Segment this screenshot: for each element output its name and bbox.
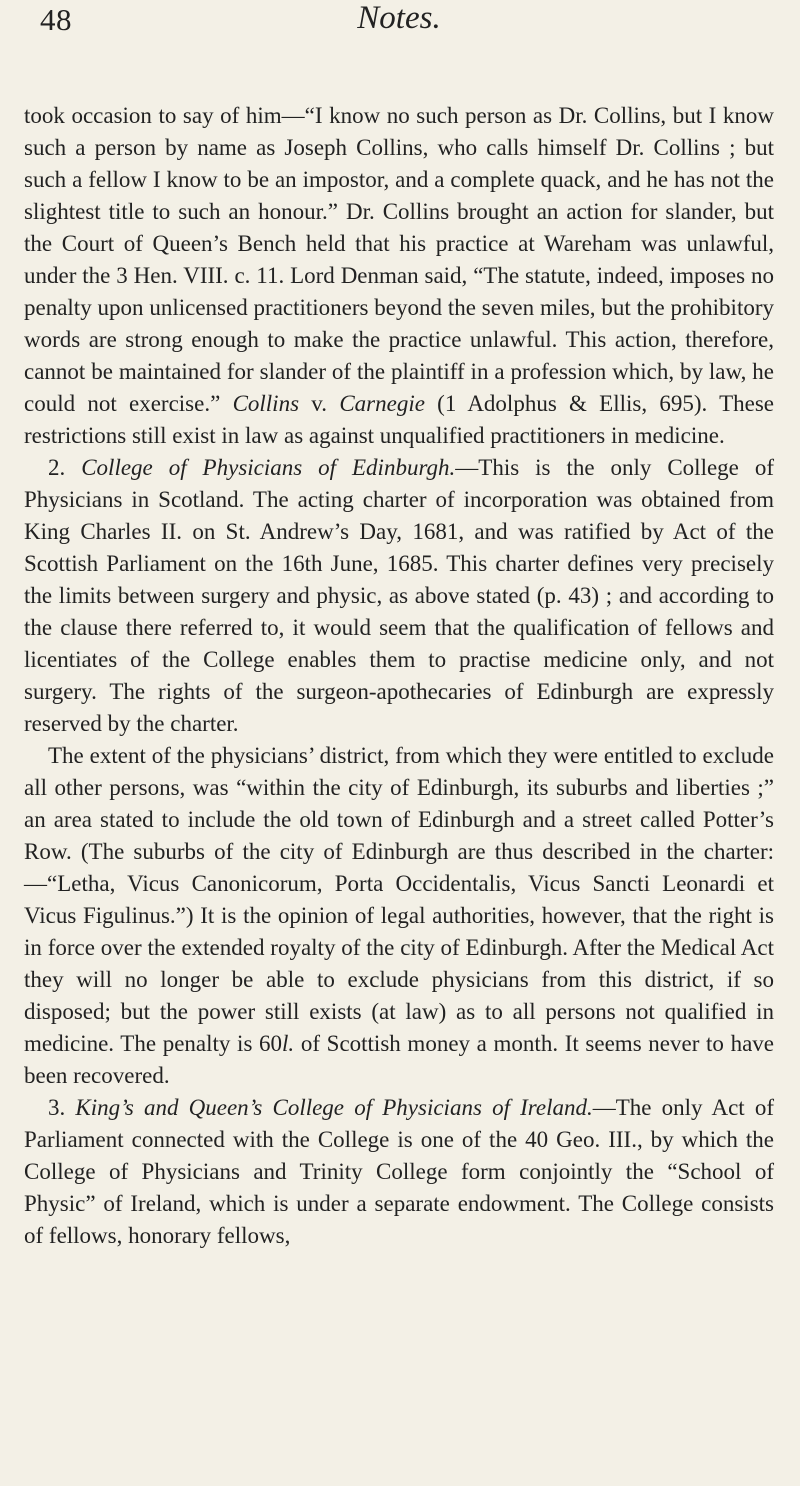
text-span: —This is the only College of Physicians in Scotland. The acting charter of incorporation was obtained from King Charles II. on St. Andrew’s Day, 1681, and was ratified by Act of the Scottish Parliament on the 16th June, 1685. This charter defines very precisely the limits between surgery and physic, as above stated (p. 43) ; and according to the clause there referred to, it would seem that the qualification of fellows and licentiates of the College enables them to practise medicine only, and not surgery. The rights of the surgeon-apothecaries of Edinburgh are expressly reserved by the charter. (24, 455, 774, 736)
text-span: (1 Adolphus & Ellis, 695). These restrictions still exist in law as against unqualified practitioners in medicine. (24, 391, 775, 448)
text-span: The extent of the physicians’ district, from which they were entitled to exclude all other persons, was “within the city of Edinburgh, its suburbs and liberties ;” an area stated to include the old town of Edinburgh and a street called Potter’s Row. (The suburbs of the city of Edinburgh are thus described in the charter:—“Letha, Vicus Canonicorum, Porta Occidentalis, Vicus Sancti Leonardi et Vicus Figulinus.”) It is the opinion of legal authorities, however, that the right is in force over the extended royalty of the city of Edinburgh. After the Medical Act they will no longer be able to exclude physicians from this district, if so disposed; but the power still exists (at law) as to all persons not qualified in medicine. The penalty is 60 (24, 743, 774, 1056)
section-heading-ireland: King’s and Queen’s College of Physicians of Ireland. (75, 1095, 593, 1120)
section-heading-edinburgh: College of Physicians of Edinburgh. (81, 455, 456, 480)
text-span: v. (299, 391, 340, 416)
paragraph-collins-case (24, 100, 774, 452)
pound-symbol: l. (282, 1031, 295, 1056)
paragraph-edinburgh-college (24, 452, 774, 740)
paragraph-ireland-college (24, 1092, 774, 1252)
text-span: 2. (48, 455, 82, 480)
text-span: —The only Act of Parliament connected with the College is one of the 40 Geo. III., by which the College of Physicians and Trinity College form conjointly the “School of Physic” of Ireland, which is under a separate endowment. The College consists of fellows, honorary fellows, (24, 1095, 774, 1248)
text-span: of Scottish money a month. It seems never to have been recovered. (24, 1031, 774, 1088)
text-span: 3. (48, 1095, 76, 1120)
page-header (24, 0, 774, 100)
paragraph-physicians-district (24, 740, 774, 1092)
page-number: 48 (40, 2, 72, 37)
case-name-carnegie: Carnegie (339, 391, 425, 416)
running-title: Notes. (357, 0, 441, 36)
case-name-collins: Collins (232, 391, 300, 416)
text-span: took occasion to say of him—“I know no such person as Dr. Collins, but I know such a person by name as Joseph Collins, who calls himself Dr. Collins ; but such a fellow I know to be an impostor, and a complete quack, and he has not the slightest title to such an honour.” Dr. Collins brought an action for slander, but the Court of Queen’s Bench held that his practice at Wareham was unlawful, under the 3 Hen. VIII. c. 11. Lord Denman said, “The statute, indeed, imposes no penalty upon unlicensed practitioners beyond the seven miles, but the prohibitory words are strong enough to make the practice unlawful. This action, therefore, cannot be maintained for slander of the plaintiff in a profession which, by law, he could not exercise.” (24, 103, 774, 416)
body-text (24, 100, 774, 1252)
